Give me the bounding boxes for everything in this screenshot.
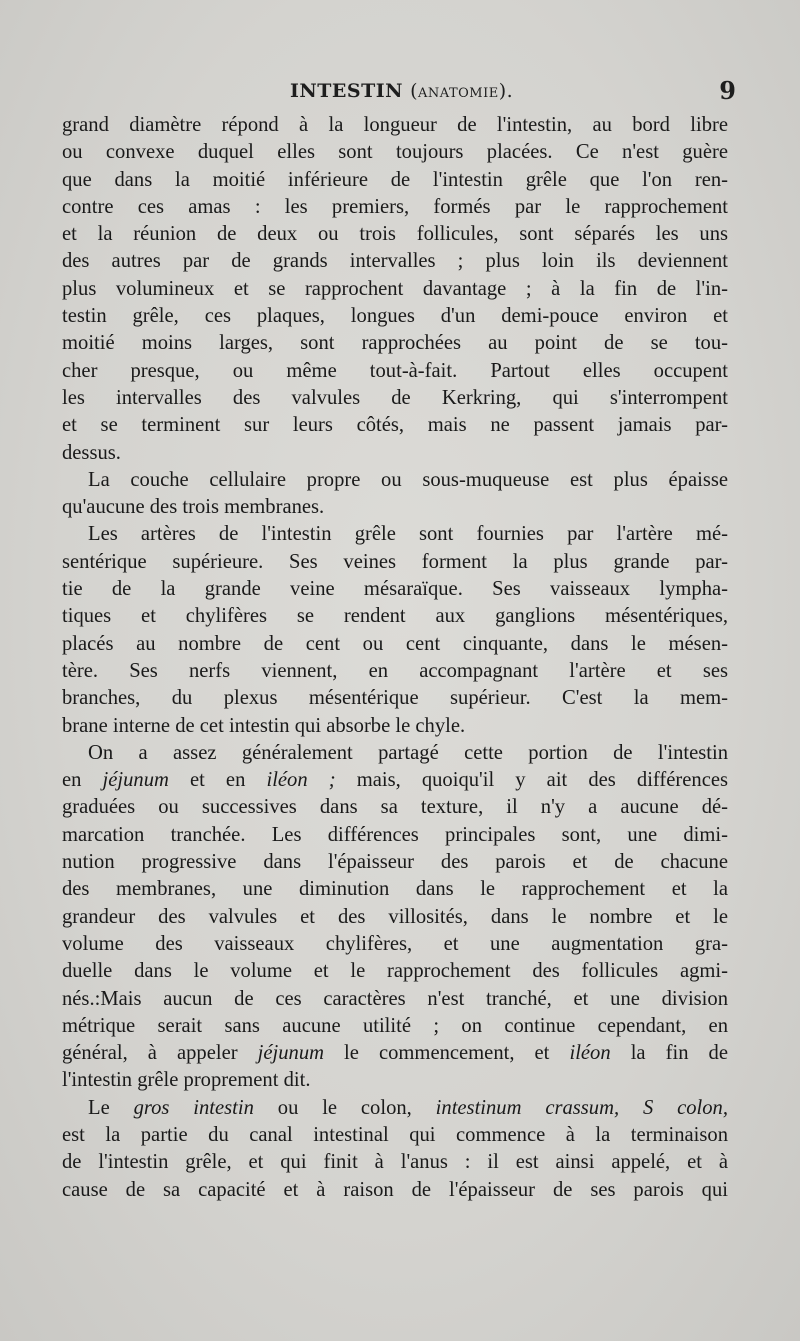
- text-line: qu'aucune des trois membranes.: [62, 496, 325, 519]
- running-head-main: INTESTIN: [290, 80, 403, 102]
- text-line: que dans la moitié inférieure de l'intestin grêle que l'on ren-: [62, 168, 728, 191]
- page-header: [62, 76, 736, 108]
- text-line: testin grêle, ces plaques, longues d'un demi-pouce environ et: [62, 305, 728, 328]
- body-text: [62, 112, 728, 1204]
- text-line: nution progressive dans l'épaisseur des parois et de chacune: [62, 851, 728, 874]
- text-line: nés.:Mais aucun de ces caractères n'est tranché, et une division: [62, 987, 728, 1010]
- text-line: brane interne de cet intestin qui absorbe le chyle.: [62, 714, 466, 737]
- text-line: dessus.: [62, 441, 121, 464]
- text-line: des autres par de grands intervalles ; plus loin ils deviennent: [62, 250, 728, 273]
- text-line: cause de sa capacité et à raison de l'épaisseur de ses parois qui: [62, 1178, 728, 1201]
- text-line: grand diamètre répond à la longueur de l'intestin, au bord libre: [62, 114, 728, 136]
- text-line: en jéjunum et en iléon ; mais, quoiqu'il y ait des différences: [62, 769, 728, 792]
- text-line: volume des vaisseaux chylifères, et une augmentation gra-: [62, 932, 728, 955]
- text-line: de l'intestin grêle, et qui finit à l'anus : il est ainsi appelé, et à: [62, 1151, 728, 1174]
- page-number: 9: [719, 76, 736, 105]
- text-line: Le gros intestin ou le colon, intestinum crassum, S colon,: [88, 1096, 729, 1119]
- text-line: tiques et chylifères se rendent aux ganglions mésentériques,: [62, 605, 728, 628]
- text-line: tie de la grande veine mésaraïque. Ses vaisseaux lympha-: [62, 578, 728, 601]
- text-line: général, à appeler jéjunum le commencement, et iléon la fin de: [62, 1042, 728, 1065]
- text-line: plus volumineux et se rapprochent davantage ; à la fin de l'in-: [62, 277, 728, 300]
- paragraph: [62, 112, 728, 467]
- running-head-paren: (anatomie).: [410, 80, 514, 102]
- paragraph: [62, 467, 728, 522]
- paragraph: [62, 740, 728, 1095]
- text-line: tère. Ses nerfs viennent, en accompagnant l'artère et ses: [62, 659, 728, 682]
- text-line: et se terminent sur leurs côtés, mais ne passent jamais par-: [62, 414, 728, 437]
- text-line: des membranes, une diminution dans le rapprochement et la: [62, 878, 728, 901]
- text-line: l'intestin grêle proprement dit.: [62, 1069, 311, 1092]
- text-line: duelle dans le volume et le rapprochement des follicules agmi-: [62, 960, 728, 983]
- text-line: graduées ou successives dans sa texture, il n'y a aucune dé-: [62, 796, 728, 819]
- text-line: grandeur des valvules et des villosités, dans le nombre et le: [62, 905, 728, 928]
- text-line: et la réunion de deux ou trois follicules, sont séparés les uns: [62, 223, 728, 246]
- text-line: placés au nombre de cent ou cent cinquante, dans le mésen-: [62, 632, 728, 655]
- text-line: métrique serait sans aucune utilité ; on continue cependant, en: [62, 1014, 728, 1037]
- text-line: La couche cellulaire propre ou sous-muqueuse est plus épaisse: [88, 468, 728, 491]
- text-line: branches, du plexus mésentérique supérieur. C'est la mem-: [62, 687, 728, 710]
- text-line: est la partie du canal intestinal qui commence à la terminaison: [62, 1123, 728, 1146]
- paragraph: [62, 521, 728, 739]
- running-head: [290, 80, 513, 102]
- text-line: contre ces amas : les premiers, formés par le rapprochement: [62, 195, 728, 218]
- text-line: On a assez généralement partagé cette portion de l'intestin: [88, 741, 728, 764]
- text-line: moitié moins larges, sont rapprochées au point de se tou-: [62, 332, 728, 355]
- text-line: Les artères de l'intestin grêle sont fournies par l'artère mé-: [88, 523, 728, 546]
- paragraph: [62, 1095, 728, 1204]
- text-line: cher presque, ou même tout-à-fait. Partout elles occupent: [62, 359, 728, 382]
- text-line: sentérique supérieure. Ses veines forment la plus grande par-: [62, 550, 728, 573]
- text-line: les intervalles des valvules de Kerkring, qui s'interrompent: [62, 386, 728, 409]
- text-line: marcation tranchée. Les différences principales sont, une dimi-: [62, 823, 728, 846]
- text-line: ou convexe duquel elles sont toujours placées. Ce n'est guère: [62, 141, 728, 164]
